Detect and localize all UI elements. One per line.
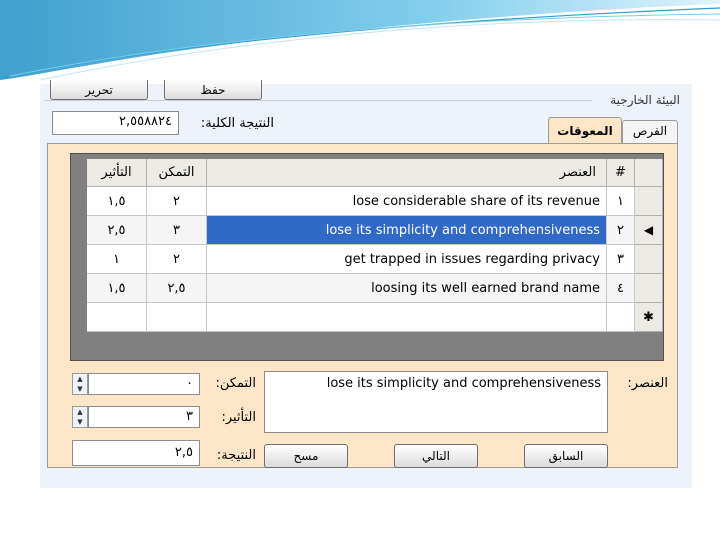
new-row-cell[interactable] (207, 303, 607, 332)
result-field[interactable]: ٢,٥ (72, 440, 200, 466)
group-title: البيئة الخارجية (610, 93, 680, 107)
impact-spinner[interactable]: ▲ ▼ (72, 406, 88, 428)
cell-element[interactable]: loosing its well earned brand name (207, 274, 607, 303)
element-textarea[interactable]: lose its simplicity and comprehensiveness (264, 371, 608, 433)
column-header-impact[interactable]: التأثير (87, 159, 147, 187)
cell-element-selected[interactable]: lose its simplicity and comprehensiveness (207, 216, 607, 245)
previous-button[interactable]: السابق (524, 444, 608, 468)
row-header[interactable] (635, 187, 663, 216)
cell-impact[interactable]: ٢,٥ (87, 216, 147, 245)
decorative-swoosh (0, 0, 720, 84)
row-header[interactable] (635, 245, 663, 274)
tab-opportunities[interactable]: الفرص (622, 120, 678, 143)
cell-impact[interactable]: ١,٥ (87, 274, 147, 303)
ability-label: التمكن: (215, 376, 256, 391)
ability-spinner[interactable]: ▲ ▼ (72, 373, 88, 395)
current-row-indicator-icon[interactable]: ◀ (635, 216, 663, 245)
element-label: العنصر: (627, 376, 668, 391)
result-label: النتيجة: (216, 448, 256, 463)
next-button[interactable]: التالي (394, 444, 478, 468)
column-header-ability[interactable]: التمكن (147, 159, 207, 187)
group-divider (44, 100, 592, 101)
cell-index[interactable]: ٤ (607, 274, 635, 303)
new-row-cell[interactable] (147, 303, 207, 332)
ability-field[interactable]: ٠ (88, 373, 200, 395)
new-row-indicator-icon[interactable]: ✱ (635, 303, 663, 332)
row-header-corner (635, 159, 663, 187)
cell-impact[interactable]: ١,٥ (87, 187, 147, 216)
impact-label: التأثير: (221, 410, 256, 425)
save-button[interactable]: حفظ (164, 80, 262, 100)
cell-element[interactable]: get trapped in issues regarding privacy (207, 245, 607, 274)
edit-button[interactable]: تحرير (50, 80, 148, 100)
new-row-cell[interactable] (607, 303, 635, 332)
impact-field[interactable]: ٣ (88, 406, 200, 428)
clear-button[interactable]: مسح (264, 444, 348, 468)
cell-ability[interactable]: ٢ (147, 245, 207, 274)
cell-index[interactable]: ١ (607, 187, 635, 216)
new-row-cell[interactable] (87, 303, 147, 332)
cell-ability[interactable]: ٢,٥ (147, 274, 207, 303)
total-score-field[interactable]: ٢,٥٥٨٨٢٤ (52, 111, 179, 135)
row-header[interactable] (635, 274, 663, 303)
column-header-element[interactable]: العنصر (207, 159, 607, 187)
cell-index[interactable]: ٣ (607, 245, 635, 274)
cell-index[interactable]: ٢ (607, 216, 635, 245)
data-grid[interactable] (70, 153, 664, 361)
cell-ability[interactable]: ٢ (147, 187, 207, 216)
cell-impact[interactable]: ١ (87, 245, 147, 274)
cell-ability[interactable]: ٣ (147, 216, 207, 245)
total-score-label: النتيجة الكلية: (200, 116, 274, 131)
column-header-index[interactable]: # (607, 159, 635, 187)
tab-threats[interactable]: المعوقات (548, 117, 622, 143)
cell-element[interactable]: lose considerable share of its revenue (207, 187, 607, 216)
